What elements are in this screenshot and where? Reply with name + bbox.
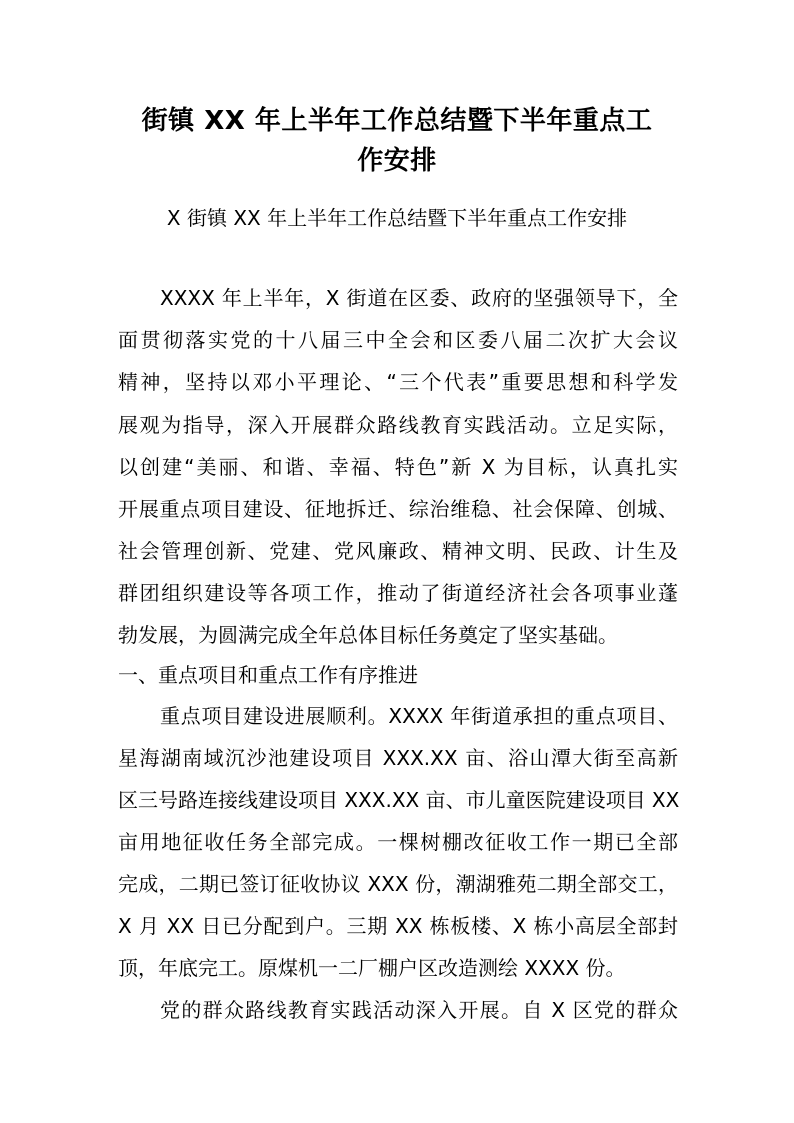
body-line: 区三号路连接线建设项目 XXX.XX 亩、市儿童医院建设项目 XX xyxy=(118,788,680,812)
body-line: 星海湖南域沉沙池建设项目 XXX.XX 亩、浴山潭大街至高新 xyxy=(118,746,678,770)
body-line: X 月 XX 日已分配到户。三期 XX 栋板楼、X 栋小高层全部封 xyxy=(118,914,678,938)
body-line: 社会管理创新、党建、党风廉政、精神文明、民政、计生及 xyxy=(118,539,678,563)
body-line: 展观为指导，深入开展群众路线教育实践活动。立足实际， xyxy=(118,413,678,437)
body-line: 重点项目建设进展顺利。XXXX 年街道承担的重点项目、 xyxy=(160,704,678,728)
body-line: 勃发展，为圆满完成全年总体目标任务奠定了坚实基础。 xyxy=(118,623,618,647)
body-line: 以创建“美丽、和谐、幸福、特色”新 X 为目标，认真扎实 xyxy=(118,455,678,479)
body-line: 群团组织建设等各项工作，推动了街道经济社会各项事业蓬 xyxy=(118,581,678,605)
body-line: 开展重点项目建设、征地拆迁、综治维稳、社会保障、创城、 xyxy=(118,497,678,521)
body-line: 党的群众路线教育实践活动深入开展。自 X 区党的群众 xyxy=(160,998,678,1022)
body-line: 顶，年底完工。原煤机一二厂棚户区改造测绘 XXXX 份。 xyxy=(118,956,626,980)
document-title-line-2: 作安排 xyxy=(357,146,437,176)
body-line: 亩用地征收任务全部完成。一棵树棚改征收工作一期已全部 xyxy=(118,830,678,854)
body-line: XXXX 年上半年，X 街道在区委、政府的坚强领导下，全 xyxy=(160,286,678,310)
document-title-line-1: 街镇 XX 年上半年工作总结暨下半年重点工 xyxy=(141,106,653,136)
body-line: 精神，坚持以邓小平理论、“三个代表”重要思想和科学发 xyxy=(118,370,678,394)
section-heading: 一、重点项目和重点工作有序推进 xyxy=(118,663,418,687)
body-line: 面贯彻落实党的十八届三中全会和区委八届二次扩大会议 xyxy=(118,328,678,352)
body-line: 完成，二期已签订征收协议 XXX 份，潮湖雅苑二期全部交工， xyxy=(118,872,678,896)
document-subtitle: X 街镇 XX 年上半年工作总结暨下半年重点工作安排 xyxy=(166,206,628,230)
